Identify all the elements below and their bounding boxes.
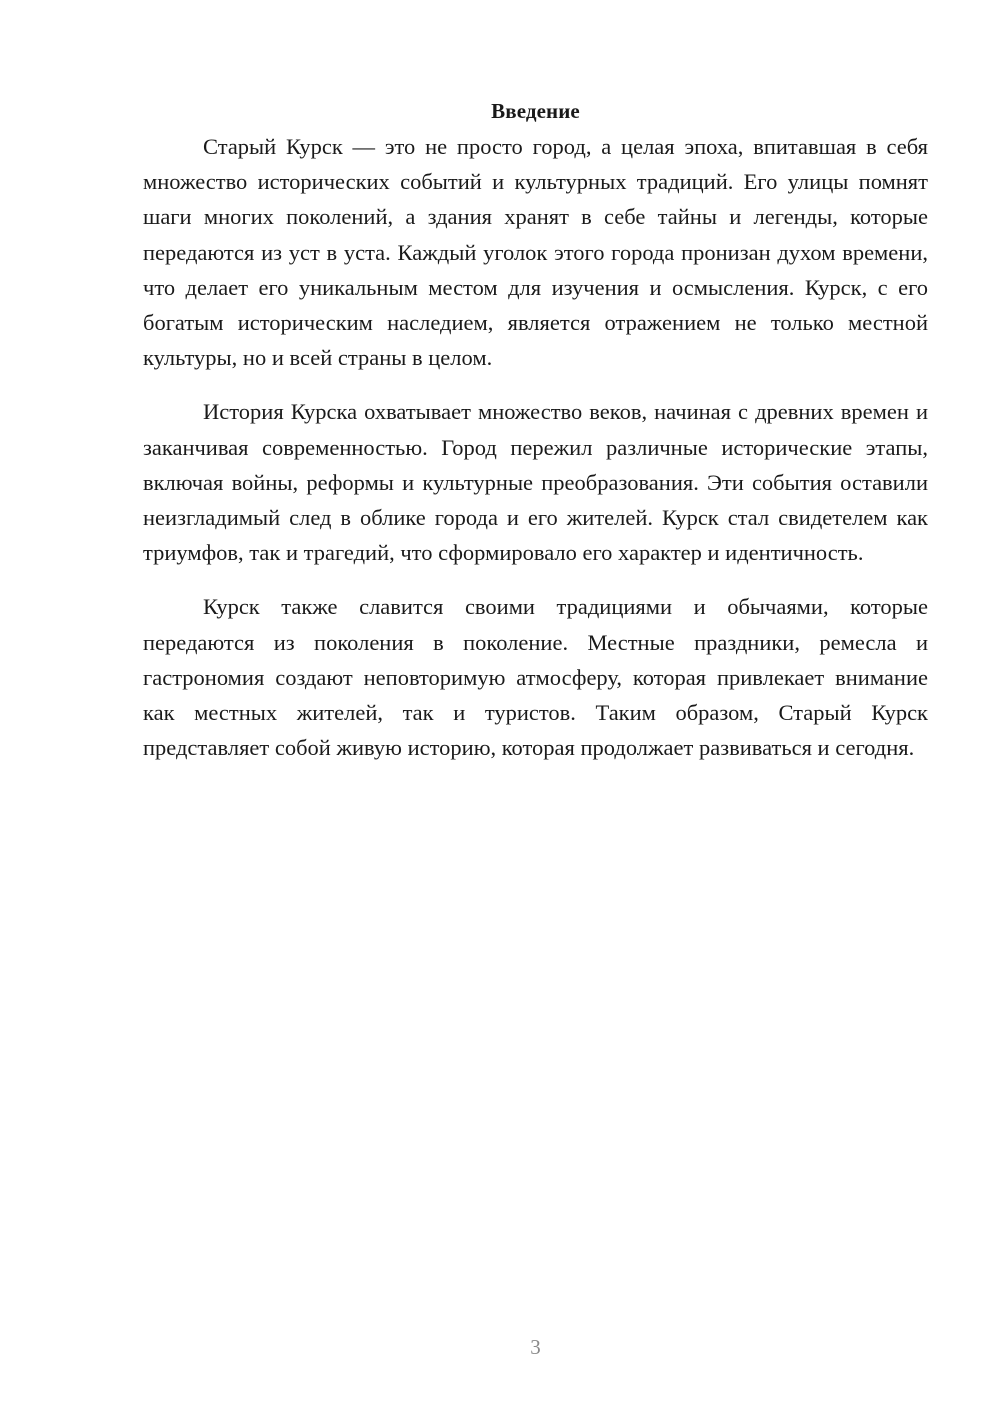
page-number: 3	[530, 1335, 541, 1359]
paragraph-2: История Курска охватывает множество веков, начиная с древних времен и заканчивая современностью. Город пережил различные исторические этапы, включая войны, реформы и культурные преобразования. Эти события оставили неизгладимый след в облике города и его жителей. Курск стал свидетелем как триумфов, так и трагедий, что сформировало его характер и идентичность.	[143, 399, 928, 566]
page-content	[143, 96, 928, 765]
section-heading: Введение	[491, 99, 580, 123]
paragraph-3: Курск также славится своими традициями и обычаями, которые передаются из поколения в поколение. Местные праздники, ремесла и гастрономия создают неповторимую атмосферу, которая привлекает внимание как местных жителей, так и туристов. Таким образом, Старый Курск представляет собой живую историю, которая продолжает развиваться и сегодня.	[143, 594, 928, 761]
paragraph-1: Старый Курск — это не просто город, а целая эпоха, впитавшая в себя множество исторических событий и культурных традиций. Его улицы помнят шаги многих поколений, а здания хранят в себе тайны и легенды, которые передаются из уст в уста. Каждый уголок этого города пронизан духом времени, что делает его уникальным местом для изучения и осмысления. Курск, с его богатым историческим наследием, является отражением не только местной культуры, но и всей страны в целом.	[143, 134, 928, 371]
